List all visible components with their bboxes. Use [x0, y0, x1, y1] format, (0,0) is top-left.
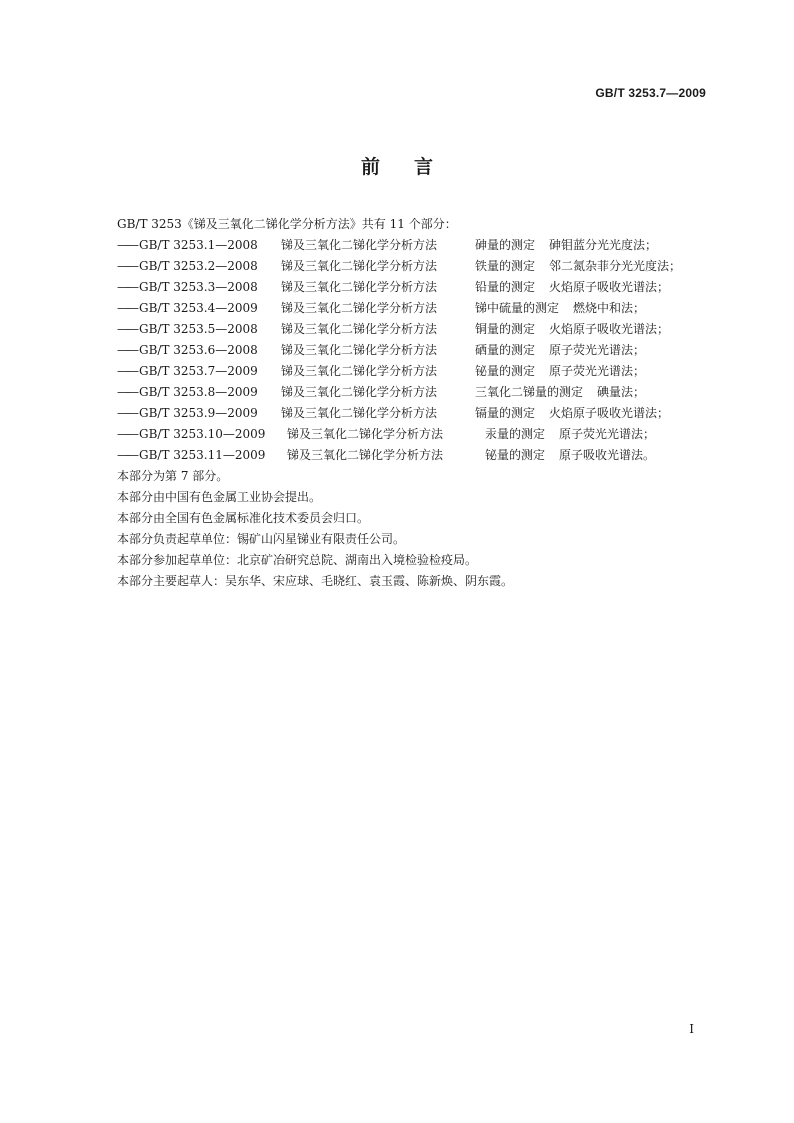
intro-paragraph: GB/T 3253《锑及三氧化二锑化学分析方法》共有 11 个部分：: [117, 217, 457, 231]
part-code: GB/T 3253.8—2009: [139, 385, 258, 399]
part-list-item: [117, 424, 717, 445]
part-item: 汞量的测定: [485, 427, 546, 441]
list-dash: ——: [117, 406, 137, 420]
part-item: 铜量的测定: [475, 322, 536, 336]
note-paragraph: 本部分参加起草单位：北京矿冶研究总院、湖南出入境检验检疫局。: [117, 553, 478, 567]
part-method: 原子荧光光谱法；: [549, 364, 646, 378]
foreword-body: [117, 214, 717, 592]
part-item: 镉量的测定: [475, 406, 536, 420]
part-series: 锑及三氧化二锑化学分析方法: [281, 385, 438, 399]
part-method: 砷钼蓝分光光度法；: [549, 238, 658, 252]
note-paragraph: 本部分由中国有色金属工业协会提出。: [117, 490, 322, 504]
part-method: 燃烧中和法；: [573, 301, 646, 315]
part-method: 碘量法；: [597, 385, 646, 399]
note-paragraph: 本部分为第 7 部分。: [117, 469, 229, 483]
part-method: 火焰原子吸收光谱法；: [549, 322, 670, 336]
part-method: 火焰原子吸收光谱法；: [549, 280, 670, 294]
part-list-item: [117, 445, 717, 466]
part-method: 原子荧光光谱法；: [549, 343, 646, 357]
part-list-item: [117, 277, 717, 298]
part-series: 锑及三氧化二锑化学分析方法: [281, 280, 438, 294]
part-item: 铋量的测定: [475, 364, 536, 378]
list-dash: ——: [117, 259, 137, 273]
part-series: 锑及三氧化二锑化学分析方法: [281, 301, 438, 315]
part-list-item: [117, 340, 717, 361]
part-series: 锑及三氧化二锑化学分析方法: [281, 259, 438, 273]
page-number: I: [689, 1022, 694, 1036]
part-code: GB/T 3253.5—2008: [139, 322, 258, 336]
part-item: 硒量的测定: [475, 343, 536, 357]
part-list-item: [117, 235, 717, 256]
part-code: GB/T 3253.4—2009: [139, 301, 258, 315]
list-dash: ——: [117, 448, 137, 462]
list-dash: ——: [117, 364, 137, 378]
part-method: 原子吸收光谱法。: [559, 448, 656, 462]
part-series: 锑及三氧化二锑化学分析方法: [281, 364, 438, 378]
part-item: 铋量的测定: [485, 448, 546, 462]
part-code: GB/T 3253.3—2008: [139, 280, 258, 294]
list-dash: ——: [117, 343, 137, 357]
part-item: 锑中硫量的测定: [475, 301, 560, 315]
part-code: GB/T 3253.11—2009: [139, 448, 266, 462]
part-series: 锑及三氧化二锑化学分析方法: [287, 448, 444, 462]
list-dash: ——: [117, 427, 137, 441]
note-paragraph: 本部分主要起草人：吴东华、宋应球、毛晓红、袁玉霞、陈新焕、阴东霞。: [117, 574, 514, 588]
part-list-item: [117, 319, 717, 340]
part-code: GB/T 3253.6—2008: [139, 343, 258, 357]
note-paragraph: 本部分由全国有色金属标准化技术委员会归口。: [117, 511, 370, 525]
part-series: 锑及三氧化二锑化学分析方法: [281, 406, 438, 420]
part-list-item: [117, 298, 717, 319]
part-code: GB/T 3253.9—2009: [139, 406, 258, 420]
part-list-item: [117, 403, 717, 424]
part-list-item: [117, 361, 717, 382]
part-item: 铅量的测定: [475, 280, 536, 294]
list-dash: ——: [117, 322, 137, 336]
part-list-item: [117, 382, 717, 403]
part-item: 三氧化二锑量的测定: [475, 385, 584, 399]
part-series: 锑及三氧化二锑化学分析方法: [281, 322, 438, 336]
list-dash: ——: [117, 238, 137, 252]
part-list-item: [117, 256, 717, 277]
part-method: 原子荧光光谱法；: [559, 427, 656, 441]
list-dash: ——: [117, 280, 137, 294]
list-dash: ——: [117, 385, 137, 399]
part-code: GB/T 3253.7—2009: [139, 364, 258, 378]
part-method: 邻二氮杂菲分光光度法；: [549, 259, 682, 273]
part-item: 砷量的测定: [475, 238, 536, 252]
standard-number: GB/T 3253.7—2009: [595, 86, 706, 100]
part-series: 锑及三氧化二锑化学分析方法: [281, 343, 438, 357]
page-title: 前言: [360, 156, 467, 178]
list-dash: ——: [117, 301, 137, 315]
part-series: 锑及三氧化二锑化学分析方法: [287, 427, 444, 441]
part-series: 锑及三氧化二锑化学分析方法: [281, 238, 438, 252]
part-item: 铁量的测定: [475, 259, 536, 273]
part-code: GB/T 3253.10—2009: [139, 427, 266, 441]
part-code: GB/T 3253.1—2008: [139, 238, 258, 252]
part-method: 火焰原子吸收光谱法；: [549, 406, 670, 420]
note-paragraph: 本部分负责起草单位：锡矿山闪星锑业有限责任公司。: [117, 532, 406, 546]
part-code: GB/T 3253.2—2008: [139, 259, 258, 273]
